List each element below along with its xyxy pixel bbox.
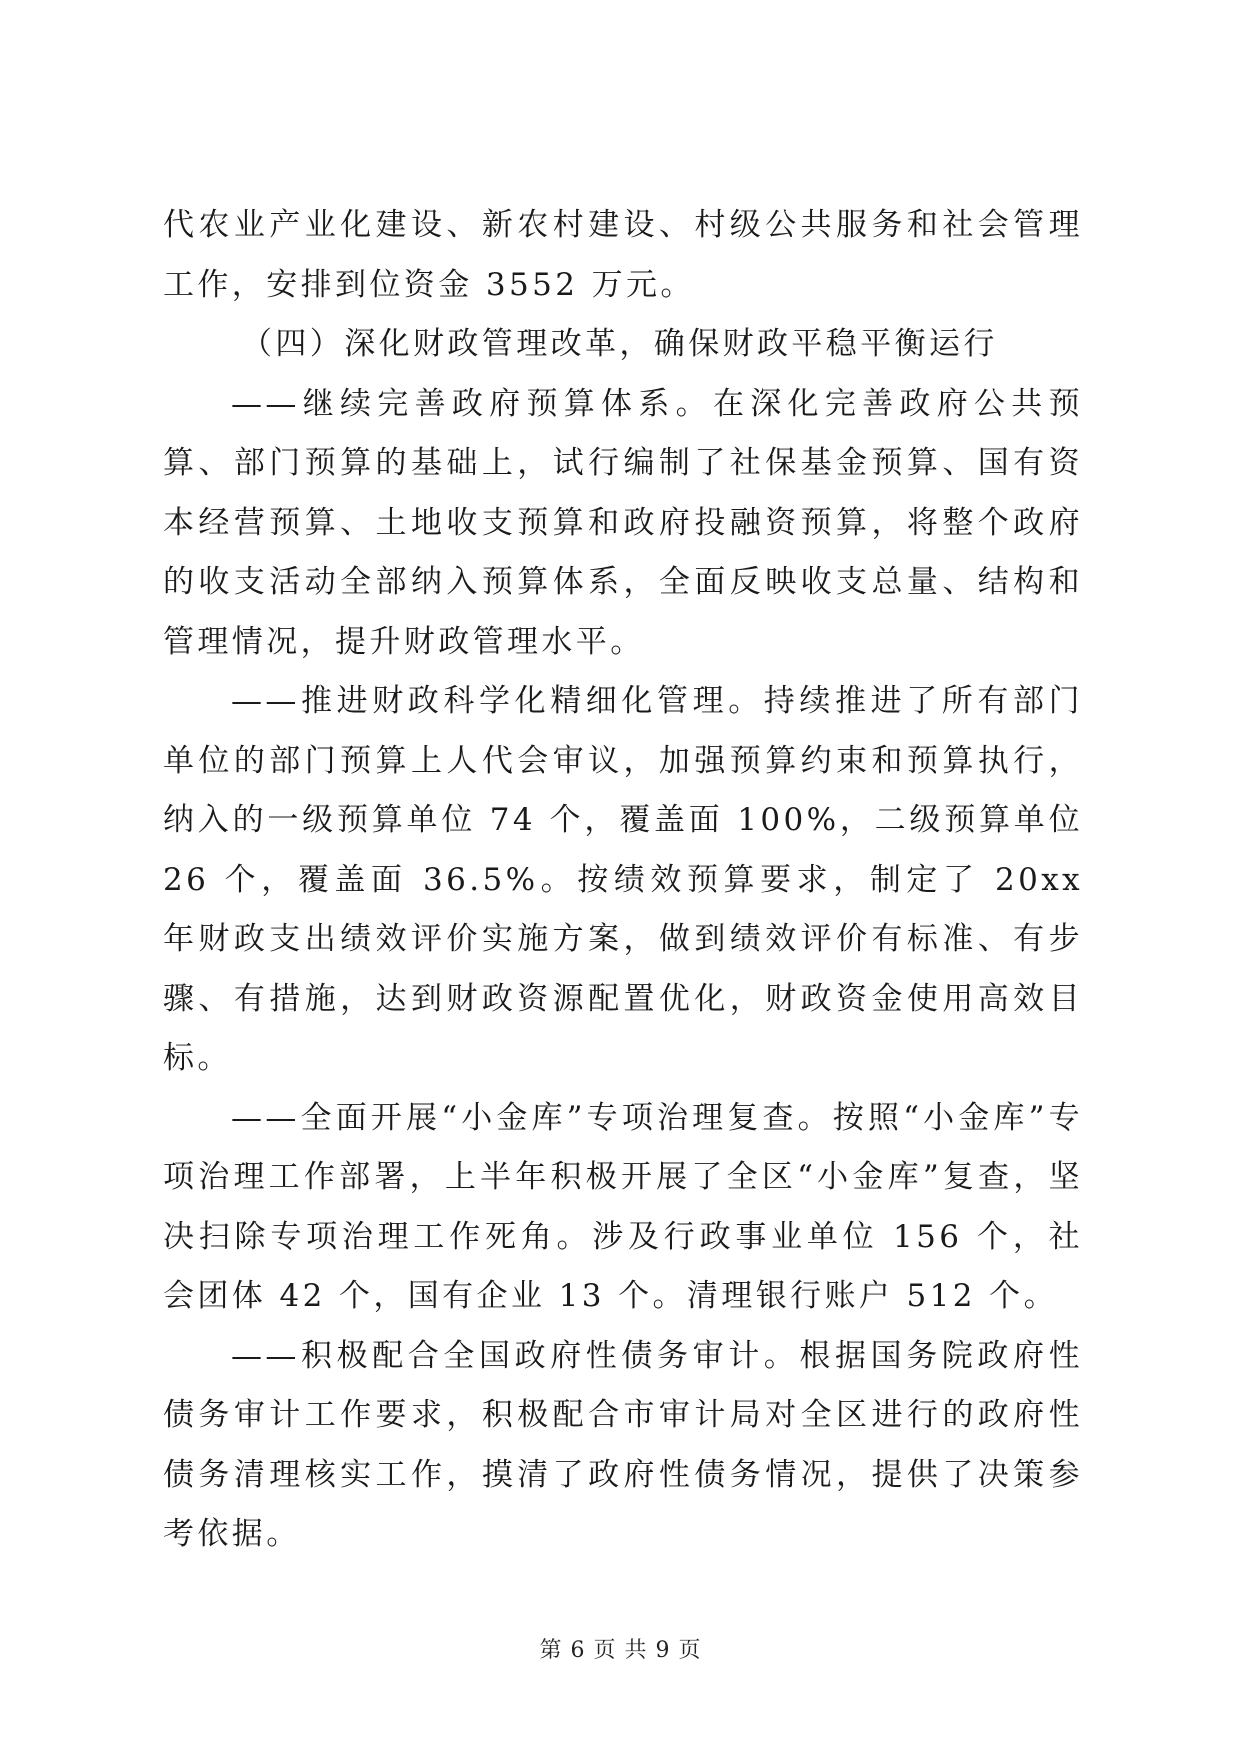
paragraph-budget-system: ——继续完善政府预算体系。在深化完善政府公共预算、部门预算的基础上，试行编制了社保基金预算、国有资本经营预算、土地收支预算和政府投融资预算，将整个政府的收支活动全部纳入预算体系，全面反映收支总量、结构和管理情况，提升财政管理水平。 — [163, 385, 1083, 660]
page-footer: 第 6 页 共 9 页 — [539, 1638, 702, 1663]
paragraph-continuation: 代农业产业化建设、新农村建设、村级公共服务和社会管理工作，安排到位资金 3552 万元。 — [163, 207, 1083, 303]
section-heading: （四）深化财政管理改革，确保财政平稳平衡运行 — [241, 326, 998, 362]
body-text — [163, 196, 1083, 1565]
paragraph-debt-audit: ——积极配合全国政府性债务审计。根据国务院政府性债务审计工作要求，积极配合市审计局对全区进行的政府性债务清理核实工作，摸清了政府性债务情况，提供了决策参考依据。 — [163, 1337, 1083, 1552]
paragraph-fine-management: ——推进财政科学化精细化管理。持续推进了所有部门单位的部门预算上人代会审议，加强预算约束和预算执行，纳入的一级预算单位 74 个，覆盖面 100%，二级预算单位 26 个，覆盖面 36.5%。按绩效预算要求，制定了 20xx 年财政支出绩效评价实施方案，做到绩效评价有标准、有步骤、有措施，达到财政资源配置优化，财政资金使用高效目标。 — [163, 683, 1083, 1076]
paragraph-small-treasury: ——全面开展“小金库”专项治理复查。按照“小金库”专项治理工作部署，上半年积极开展了全区“小金库”复查，坚决扫除专项治理工作死角。涉及行政事业单位 156 个，社会团体 42 个，国有企业 13 个。清理银行账户 512 个。 — [163, 1099, 1083, 1314]
